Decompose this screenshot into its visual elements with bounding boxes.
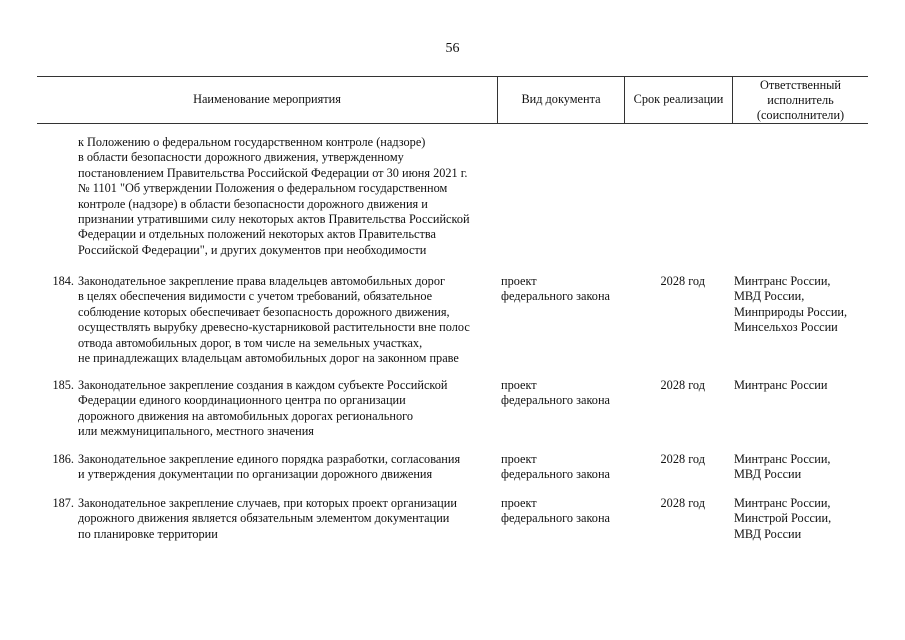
text-line: Федерации и отдельных положений некоторых актов Правительства — [78, 227, 436, 242]
header-term: Срок реализации — [633, 92, 724, 107]
header-name: Наименование мероприятия — [193, 92, 341, 107]
header-responsible — [733, 77, 868, 123]
text-line: в целях обеспечения видимости с учетом требований, обязательное — [78, 289, 433, 304]
row-number: 186. — [52, 452, 74, 466]
text-line: федерального закона — [501, 467, 610, 482]
row-term: 2028 год — [660, 274, 705, 288]
text-line: Минтранс России, — [734, 274, 831, 288]
text-line: отвода автомобильных дорог, в том числе на земельных участках, — [78, 335, 423, 350]
text-line: в области безопасности дорожного движения, утвержденному — [78, 150, 404, 165]
row-responsible — [734, 274, 868, 336]
row-doc-type — [501, 274, 625, 305]
text-line: постановлением Правительства Российской Федерации от 30 июня 2021 г. — [78, 165, 468, 180]
row-description — [78, 496, 498, 542]
header-responsible-line: исполнитель — [767, 92, 834, 107]
text-line: Минприроды России, — [734, 304, 848, 319]
text-line: и утверждения документации по организации дорожного движения — [78, 467, 433, 482]
text-line: проект — [501, 496, 537, 510]
text-line: Минтранс России, — [734, 452, 831, 466]
text-line: проект — [501, 378, 537, 392]
row-responsible — [734, 496, 868, 542]
text-line: Минстрой России, — [734, 511, 832, 526]
text-line: МВД России — [734, 526, 802, 541]
row-number: 185. — [52, 378, 74, 392]
header-doc-type: Вид документа — [521, 92, 601, 107]
row-doc-type — [501, 378, 625, 409]
text-line: Федерации единого координационного центра по организации — [78, 393, 406, 408]
text-line: Законодательное закрепление права владельцев автомобильных дорог — [78, 274, 446, 288]
text-line: осуществлять вырубку древесно-кустарниковой растительности вне полос — [78, 320, 470, 335]
text-line: проект — [501, 452, 537, 466]
text-line: Минтранс России, — [734, 496, 831, 510]
row-number: 184. — [52, 274, 74, 288]
text-line: № 1101 "Об утверждении Положения о федеральном государственном — [78, 181, 448, 196]
text-line: к Положению о федеральном государственном контроле (надзоре) — [78, 135, 426, 149]
text-line: контроле (надзоре) в области безопасности дорожного движения и — [78, 196, 428, 211]
text-line: Законодательное закрепление случаев, при которых проект организации — [78, 496, 457, 510]
row-term: 2028 год — [660, 496, 705, 510]
table-header — [37, 76, 868, 124]
text-line: Минсельхоз России — [734, 320, 838, 335]
row-term: 2028 год — [660, 378, 705, 392]
text-line: дорожного движения является обязательным элементом документации — [78, 511, 450, 526]
text-line: не принадлежащих владельцам автомобильных дорог на законном праве — [78, 351, 459, 366]
text-line: федерального закона — [501, 511, 610, 526]
text-line: дорожного движения на автомобильных дорогах регионального — [78, 408, 413, 423]
row-term: 2028 год — [660, 452, 705, 466]
row-responsible — [734, 378, 868, 393]
row-number: 187. — [52, 496, 74, 510]
text-line: МВД России, — [734, 289, 805, 304]
text-line: по планировке территории — [78, 526, 218, 541]
row-description — [78, 274, 498, 366]
row-responsible — [734, 452, 868, 483]
header-responsible-line: Ответственный — [760, 77, 841, 92]
text-line: Российской Федерации", и других документов при необходимости — [78, 242, 427, 257]
text-line: Законодательное закрепление создания в каждом субъекте Российской — [78, 378, 448, 392]
header-responsible-line: (соисполнители) — [756, 107, 845, 122]
text-line: признании утратившими силу некоторых актов Правительства Российской — [78, 212, 470, 227]
text-line: федерального закона — [501, 393, 610, 408]
text-line: проект — [501, 274, 537, 288]
page-number: 56 — [445, 41, 460, 56]
text-line: Минтранс России — [734, 378, 828, 392]
text-line: федерального закона — [501, 289, 610, 304]
row-description — [78, 378, 498, 440]
text-line: или межмуниципального, местного значения — [78, 424, 314, 439]
text-line: Законодательное закрепление единого порядка разработки, согласования — [78, 452, 461, 466]
continuation-text — [78, 135, 493, 258]
row-description — [78, 452, 498, 483]
row-doc-type — [501, 452, 625, 483]
row-doc-type — [501, 496, 625, 527]
text-line: соблюдение которых обеспечивает безопасность дорожного движения, — [78, 304, 450, 319]
text-line: МВД России — [734, 467, 802, 482]
